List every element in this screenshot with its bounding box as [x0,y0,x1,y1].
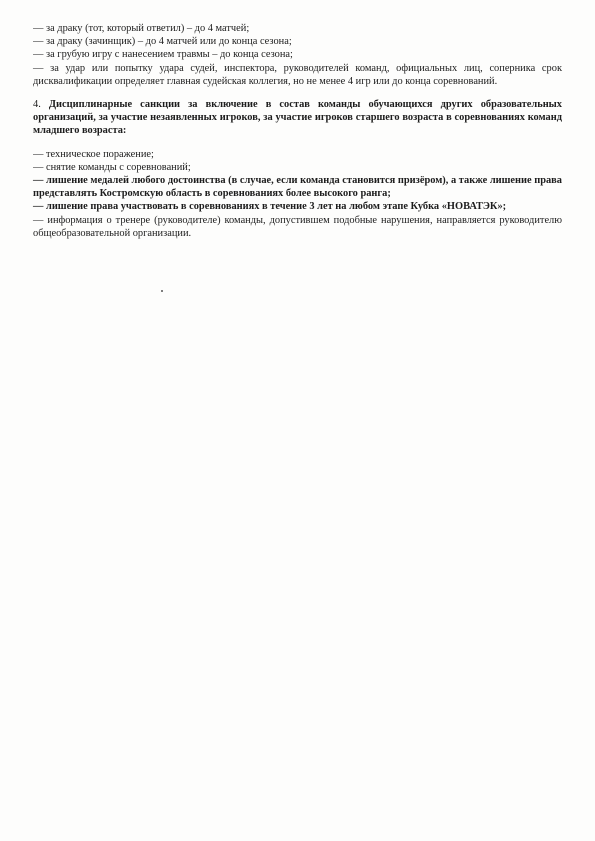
list-item: — за драку (зачинщик) – до 4 матчей или до конца сезона; [33,36,292,48]
document-body [33,22,562,240]
list-item: — лишение медалей любого достоинства (в случае, если команда становится призёром), а также лишение права представлять Костромскую область в соревнованиях более высокого ранга; [33,175,562,200]
list-item: — снятие команды с соревнований; [33,161,191,173]
section-number: 4. [33,99,41,111]
section-4-heading [33,98,562,138]
list-item: — информация о тренере (руководителе) команды, допустившем подобные нарушения, направляется руководителю общеобразовательной организации. [33,214,562,239]
scan-speck [161,290,163,292]
list-item: — за драку (тот, который ответил) – до 4 матчей; [33,23,250,34]
section-title: Дисциплинарные санкции за включение в состав команды обучающихся других образовательных организаций, за участие незаявленных игроков, за участие игроков старшего возраста в соревнованиях команд младшего возраста: [33,99,562,137]
list-item: — техническое поражение; [33,148,154,160]
spacer [33,138,562,148]
list-item: — лишение права участвовать в соревнованиях в течение 3 лет на любом этапе Кубка «НОВАТЭК»; [33,201,507,213]
list-item: — за грубую игру с нанесением травмы – до конца сезона; [33,49,293,61]
list-item: — за удар или попытку удара судей, инспектора, руководителей команд, официальных лиц, соперника срок дисквалификации определяет главная судейская коллегия, но не менее 4 игр или до конца соревнований. [33,62,562,87]
spacer [33,88,562,98]
